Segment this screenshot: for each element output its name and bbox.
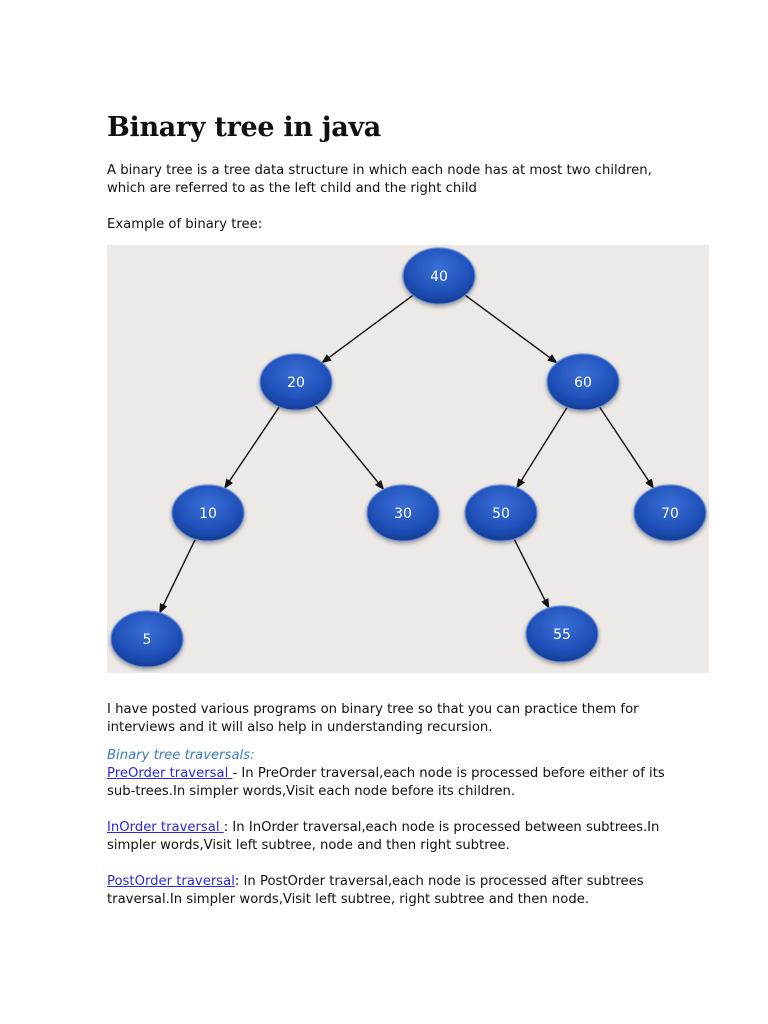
tree-edge-n60-n50 (517, 407, 567, 488)
inorder-link[interactable]: InOrder traversal (107, 820, 224, 835)
tree-node-5 (111, 611, 183, 667)
tree-node-label: 30 (394, 506, 412, 522)
inorder-text: : In InOrder traversal,each node is processed between subtrees.In simpler words,Visit left subtree, node and then right subtree. (107, 820, 660, 853)
tree-node-60 (547, 354, 619, 410)
tree-nodes (111, 248, 706, 667)
intro-paragraph: A binary tree is a tree data structure in which each node has at most two children, which are referred to as the left child and the right child (107, 163, 652, 196)
tree-node-20 (260, 354, 332, 410)
tree-edge-n40-n20 (322, 295, 413, 362)
tree-edge-n50-n55 (514, 539, 549, 608)
tree-node-55 (526, 606, 598, 662)
tree-edge-n20-n30 (315, 406, 383, 490)
tree-node-label: 40 (430, 269, 448, 285)
traversals-heading: Binary tree traversals: (107, 748, 255, 763)
tree-node-label: 50 (492, 506, 510, 522)
tree-node-70 (634, 485, 706, 541)
tree-node-40 (403, 248, 475, 304)
tree-edge-n40-n60 (465, 295, 557, 363)
preorder-paragraph (107, 765, 667, 801)
tree-node-label: 55 (553, 627, 571, 643)
postorder-link[interactable]: PostOrder traversal (107, 874, 235, 889)
tree-node-label: 10 (199, 506, 217, 522)
tree-node-30 (367, 485, 439, 541)
example-label: Example of binary tree: (107, 217, 263, 232)
tree-node-label: 60 (574, 375, 592, 391)
tree-edge-n10-n5 (160, 539, 196, 613)
postorder-paragraph (107, 873, 667, 909)
tree-edge-n60-n70 (600, 407, 654, 488)
tree-edge-n20-n10 (225, 407, 280, 488)
page-title: Binary tree in java (107, 112, 382, 143)
postorder-text: : In PostOrder traversal,each node is processed after subtrees traversal.In simpler words,Visit left subtree, right subtree and then node. (107, 874, 644, 907)
practice-paragraph: I have posted various programs on binary tree so that you can practice them for interviews and it will also help in understanding recursion. (107, 702, 639, 735)
preorder-text: - In PreOrder traversal,each node is processed before either of its sub-trees.In simpler words,Visit each node before its children. (107, 766, 665, 799)
binary-tree-diagram (107, 245, 709, 673)
preorder-link[interactable]: PreOrder traversal (107, 766, 233, 781)
tree-edges (160, 295, 654, 613)
tree-node-10 (172, 485, 244, 541)
inorder-paragraph (107, 819, 667, 855)
tree-node-label: 70 (661, 506, 679, 522)
tree-node-50 (465, 485, 537, 541)
tree-node-label: 20 (287, 375, 305, 391)
tree-node-label: 5 (142, 632, 152, 648)
